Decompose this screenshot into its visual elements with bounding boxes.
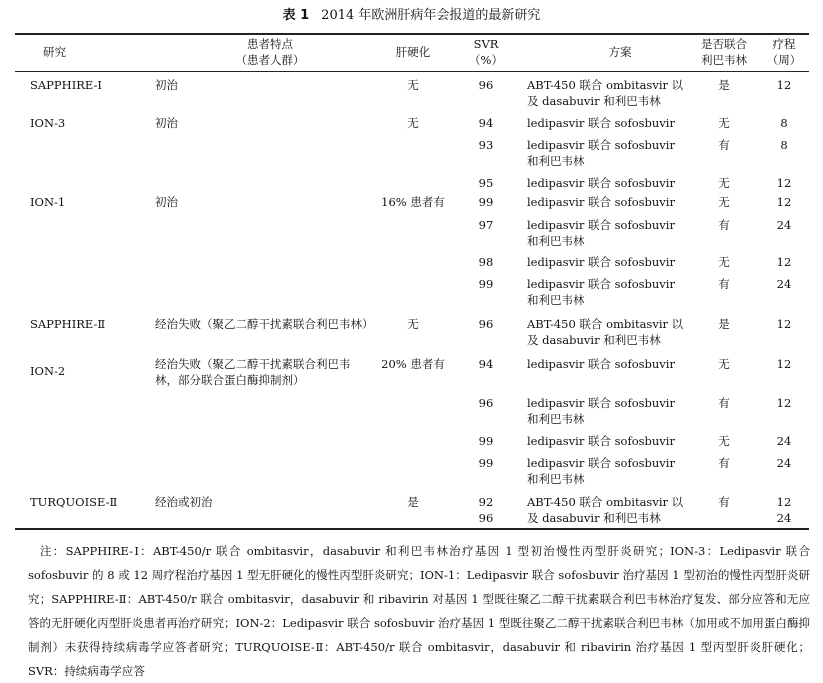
ribavirin-value: 无 — [718, 176, 730, 190]
regimen-text: ledipasvir 联合 sofosbuvir 和利巴韦林 — [527, 277, 675, 307]
patient-characteristics: 初治 — [155, 78, 178, 92]
weeks-value: 12 — [776, 495, 792, 509]
weeks-value: 12 — [776, 78, 792, 92]
cirrhosis-value: 是 — [407, 495, 419, 509]
table-title — [0, 8, 823, 24]
ribavirin-value: 无 — [718, 116, 730, 130]
ribavirin-value: 有 — [718, 218, 730, 232]
regimen-text: ledipasvir 联合 sofosbuvir 和利巴韦林 — [527, 456, 675, 486]
weeks-value: 8 — [780, 138, 788, 152]
weeks-value: 8 — [780, 116, 788, 130]
svr-value: 96 — [478, 396, 494, 410]
table-note: 注：SAPPHIRE-Ⅰ：ABT-450/r 联合 ombitasvir，dasabuvir 和利巴韦林治疗基因 1 型初治慢性丙型肝炎研究；ION-3：Ledipasvir 联合 sofosbuvir 的 8 或 12 周疗程治疗基因 1 型无肝硬化的慢性丙型肝炎研究；ION-1：Ledipasvir 联合 sofosbuvir 治疗基因 1 型初治的慢性丙型肝炎研究；SAPPHIRE-Ⅱ：ABT-450/r 联合 ombitasvir，dasabuvir 和 ribavirin 对基因 1 型既往聚乙二醇干扰素联合利巴韦林治疗复发、部分应答和无应答的无肝硬化丙型肝炎患者再治疗研究；ION-2：Ledipasvir 联合 sofosbuvir 治疗基因 1 型既往聚乙二醇干扰素联合利巴韦林（加用或不加用蛋白酶抑制剂）未获得持续病毒学应答者研究；TURQUOISE-Ⅱ：ABT-450/r 联合 ombitasvir，dasabuvir 和 ribavirin 治疗基因 1 型丙型肝炎肝硬化；SVR：持续病毒学应答 — [28, 544, 810, 678]
patient-characteristics: 经治或初治 — [155, 495, 213, 509]
svr-value: 95 — [478, 176, 494, 190]
regimen-text: ledipasvir 联合 sofosbuvir 和利巴韦林 — [527, 218, 675, 248]
regimen-text: ledipasvir 联合 sofosbuvir 和利巴韦林 — [527, 138, 675, 168]
svr-value: 98 — [478, 255, 494, 269]
cirrhosis-value: 无 — [407, 78, 419, 92]
weeks-value: 24 — [776, 511, 792, 525]
regimen-text: ledipasvir 联合 sofosbuvir — [527, 116, 675, 130]
ribavirin-value: 是 — [718, 317, 730, 331]
study-name: ION-1 — [30, 195, 66, 209]
patient-characteristics: 初治 — [155, 116, 178, 130]
svr-value: 99 — [478, 434, 494, 448]
header-ribavirin-sub: 利巴韦林 — [701, 53, 747, 67]
ribavirin-value: 有 — [718, 495, 730, 509]
table-caption: 2014 年欧洲肝病年会报道的最新研究 — [321, 8, 541, 23]
header-patients-label: 患者特点 — [247, 37, 293, 51]
patient-characteristics: 经治失败（聚乙二醇干扰素联合利巴韦林） — [155, 317, 374, 331]
ribavirin-value: 是 — [718, 78, 730, 92]
ribavirin-value: 有 — [718, 138, 730, 152]
ribavirin-value: 有 — [718, 277, 730, 291]
study-name: TURQUOISE-Ⅱ — [30, 495, 118, 509]
header-weeks-label: 疗程 — [772, 37, 796, 51]
header-svr — [460, 36, 512, 68]
patient-characteristics: 经治失败（聚乙二醇干扰素联合利巴韦林，部分联合蛋白酶抑制剂） — [155, 357, 351, 387]
ribavirin-value: 无 — [718, 195, 730, 209]
top-rule — [15, 33, 809, 35]
svr-value: 94 — [478, 116, 494, 130]
cirrhosis-value: 20% 患者有 — [381, 357, 445, 371]
regimen-text: ledipasvir 联合 sofosbuvir 和利巴韦林 — [527, 396, 675, 426]
svr-value: 97 — [478, 218, 494, 232]
ribavirin-value: 有 — [718, 396, 730, 410]
weeks-value: 24 — [776, 277, 792, 291]
regimen-text: ledipasvir 联合 sofosbuvir — [527, 176, 675, 190]
svr-value: 96 — [478, 317, 494, 331]
cirrhosis-value: 16% 患者有 — [381, 195, 445, 209]
header-cirrhosis: 肝硬化 — [395, 45, 431, 59]
svr-value: 94 — [478, 357, 494, 371]
study-name: ION-2 — [30, 364, 66, 378]
header-ribavirin-label: 是否联合 — [701, 37, 747, 51]
ribavirin-value: 无 — [718, 357, 730, 371]
weeks-value: 12 — [776, 255, 792, 269]
header-study: 研究 — [43, 45, 66, 59]
cirrhosis-value: 无 — [407, 317, 419, 331]
study-name: ION-3 — [30, 116, 66, 130]
regimen-text: ledipasvir 联合 sofosbuvir — [527, 255, 675, 269]
header-rule — [15, 71, 809, 72]
weeks-value: 12 — [776, 176, 792, 190]
ribavirin-value: 有 — [718, 456, 730, 470]
regimen-text: ledipasvir 联合 sofosbuvir — [527, 434, 675, 448]
bottom-rule — [15, 528, 809, 530]
weeks-value: 12 — [776, 317, 792, 331]
weeks-value: 12 — [776, 396, 792, 410]
svr-value: 99 — [478, 195, 494, 209]
weeks-value: 24 — [776, 434, 792, 448]
cirrhosis-value: 无 — [407, 116, 419, 130]
header-weeks — [762, 36, 806, 68]
header-regimen: 方案 — [608, 45, 632, 59]
table-number: 表 1 — [282, 8, 310, 23]
weeks-value: 12 — [776, 195, 792, 209]
header-patients-sub: （患者人群） — [235, 53, 305, 67]
svr-value: 99 — [478, 277, 494, 291]
svr-value: 93 — [478, 138, 494, 152]
ribavirin-value: 无 — [718, 255, 730, 269]
weeks-value: 12 — [776, 357, 792, 371]
regimen-text: ABT-450 联合 ombitasvir 以及 dasabuvir 和利巴韦林 — [527, 78, 684, 108]
header-svr-sub: （%） — [469, 53, 503, 67]
header-weeks-sub: （周） — [766, 53, 802, 67]
study-name: SAPPHIRE-Ⅱ — [30, 317, 106, 331]
header-ribavirin — [690, 36, 758, 68]
ribavirin-value: 无 — [718, 434, 730, 448]
regimen-text: ABT-450 联合 ombitasvir 以及 dasabuvir 和利巴韦林 — [527, 317, 684, 347]
regimen-text: ledipasvir 联合 sofosbuvir — [527, 195, 675, 209]
header-svr-label: SVR — [473, 37, 499, 51]
patient-characteristics: 初治 — [155, 195, 178, 209]
weeks-value: 24 — [776, 218, 792, 232]
svr-value: 96 — [478, 511, 494, 525]
svr-value: 99 — [478, 456, 494, 470]
weeks-value: 24 — [776, 456, 792, 470]
study-name: SAPPHIRE-Ⅰ — [30, 78, 102, 92]
svr-value: 92 — [478, 495, 494, 509]
svr-value: 96 — [478, 78, 494, 92]
regimen-text: ABT-450 联合 ombitasvir 以及 dasabuvir 和利巴韦林 — [527, 495, 684, 525]
header-patients — [200, 36, 340, 68]
regimen-text: ledipasvir 联合 sofosbuvir — [527, 357, 675, 371]
